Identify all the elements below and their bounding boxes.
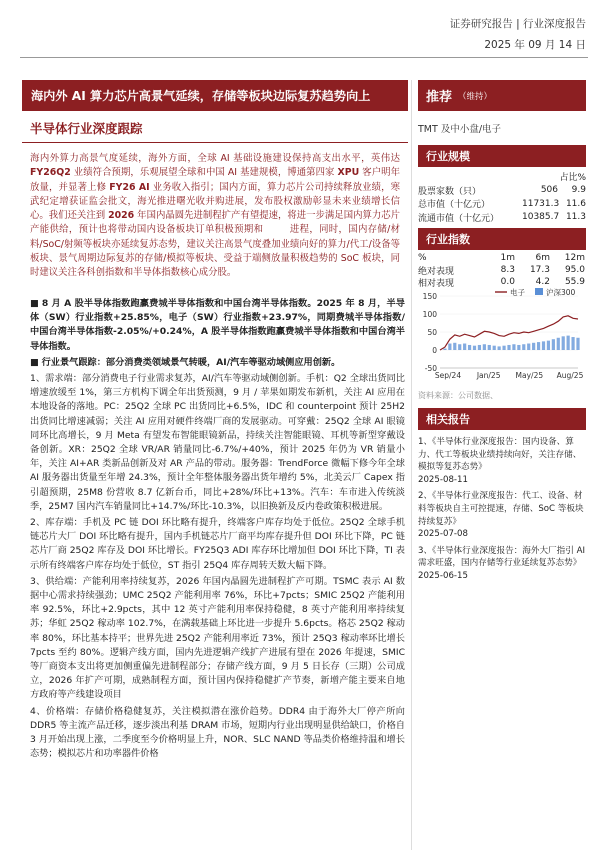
rating-bar: [418, 80, 586, 111]
y-tick-label: 150: [422, 292, 437, 301]
table-row: 相对表现 0.0 4.2 55.9: [418, 277, 585, 289]
x-tick-label: Jan/25: [476, 371, 501, 380]
index-header-row: % 1m 6m 12m: [418, 253, 585, 263]
report-date: 2025 年 09 月 14 日: [484, 39, 586, 51]
reports-section-title: 相关报告: [418, 408, 586, 430]
related-reports: [418, 430, 586, 587]
x-tick-label: May/25: [515, 371, 544, 380]
table-row: 绝对表现 8.3 17.3 95.0: [418, 265, 585, 277]
header-divider: [20, 57, 588, 58]
legend-label: 沪深300: [546, 288, 576, 297]
list-item: 1、《半导体行业深度报告：国内设备、算力、代工等板块业绩持续向好，关注存储、模拟等复苏态势》 2025-08-11: [418, 437, 582, 485]
main-body: [30, 297, 405, 764]
sector-label: TMT 及中小盘/电子: [418, 124, 502, 135]
index-chart: [418, 286, 586, 390]
para-inventory: 2、库存端：手机及 PC 链 DOI 环比略有提升，终端客户库存均处于低位。25Q2 全球手机链芯片大厂 DOI 环比略有提升，国内手机链芯片厂商平均库存提升但 DOI 环比下降，PC 链芯片厂商 25Q2 库存及 DOI 环比增长。FY25Q3 ADI 库存环比增加但 DOI 环比下降，TI 表示所有终端客户库存均处于低位，ST 指引 25Q4 库存周转天数大幅下降。: [30, 517, 405, 571]
index-chart-svg: [418, 286, 586, 386]
summary-paragraph: 海内外算力高景气度延续，海外方面，全球 AI 基础设施建设保持高支出水平，英伟达 FY26Q2 业绩符合预期，乐观展望全球和中国 AI 基建规模，博通第四家 XPU 客户明年放量，并显著上修 FY26 AI 业务收入指引；国内方面，算力芯片公司持续释放业绩，寒武纪定增获证监会批文，海光推进曙光收并购进展，发布股权激励彰显未来业绩增长信心。我们还关注到 2026 年国内晶圆先进制程扩产有望提速，将进一步满足国内算力芯片产能供给，预计也将带动国内设备板块订单积极预期和 进程，同时，国内存储/材料/SoC/射频等板块亦延续复苏态势，建议关注高景气度叠加业绩向好的算力/代工/设备等板块、景气周期边际复苏的存储/模拟等板块、受益于端侧放量积极趋势的 SoC 板块，同时建议关注各科创指数和半导体指数核心成分股。: [30, 153, 401, 279]
column-divider: [411, 80, 412, 850]
y-tick-label: 50: [427, 328, 437, 337]
report-subtitle: 半导体行业深度跟踪: [30, 121, 143, 136]
para-supply: 3、供给端：产能利用率持续复苏，2026 年国内晶圆先进制程扩产可期。TSMC 表示 AI 数据中心需求持续强劲；UMC 25Q2 产能利用率 76%，环比+7pcts；SMIC 25Q2 产能利用率 92.5%，环比+2.9pcts，其中 12 英寸产能利用率保持稳健，8 英寸产能利用率持续复苏；华虹 25Q2 稼动率 102.7%，在满载基础上环比进一步提升 5.6pcts。格芯 25Q2 稼动率 80%，环比基本持平；世界先进 25Q2 产能利用率近 73%，预计 25Q3 稼动率环比增长 7pcts 至约 80%。逻辑产线方面，国内先进逻辑产线扩产进展有望在 2026 年提速，SMIC 等厂商资本支出将更加侧重偏先进制程部分；存储产线方面，9 月 5 日长存（三期）公司成立，2026 年扩产可期，成熟制程方面，预计国内保持稳健扩产节奏，新增产能主要来自地方政府等产线建设项目: [30, 575, 405, 701]
bullet-industry-tracking: ■ 行业景气跟踪：部分消费类领域景气转暖，AI/汽车等驱动域侧应用创新。: [30, 356, 341, 368]
table-row: 总市值（十亿元） 11731.3 11.6: [418, 198, 586, 211]
subtitle-divider: [22, 142, 408, 143]
table-row: 股票家数（只） 506 9.9: [418, 185, 586, 197]
report-title: 海内外 AI 算力芯片高景气延续，存储等板块边际复苏趋势向上: [22, 80, 408, 111]
index-table: [418, 252, 586, 288]
x-tick-label: Sep/24: [434, 371, 462, 380]
x-tick-label: Aug/25: [556, 371, 584, 380]
rating-note: （维持）: [458, 91, 493, 102]
report-category: 证券研究报告 | 行业深度报告: [449, 18, 586, 30]
para-demand: 1、需求端：部分消费电子行业需求复苏，AI/汽车等驱动域侧创新。手机：Q2 全球出货同比增速放缓至 1%，第三方机构下调全年出货预测，9 月 / 苹果如期发布新机，关注 AI 应用在本地设备的落地。PC：25Q2 全球 PC 出货同比+6.5%，IDC 和 counterpoint 预计 25H2 出货同比增速减弱；关注 AI 应用对硬件终端厂商的发展驱动。可穿戴：25Q2 全球 AI 眼镜同环比高增长，9 月 Meta 有望发布智能眼镜新品，持续关注智能眼镜、耳机等新型穿戴设备创新。XR：25Q2 全球 VR/AR 销量同比-6.7%/+40%，预计 2025 年仍为 VR 销量小年，关注 AI+AR 类新品创新及对 AR 产品的带动。服务器：TrendForce 微幅下修今年全球 AI 服务器出货量至年增 24.3%，预计全年整体服务器出货年增约 5%，北美云厂 Capex 指引超预期，25M8 份营收 8.7 亿新台币，同比+28%/环比+13%。汽车：车市进入传统淡季，25M7 国内汽车销量同比+14.7%/环比-10.3%，以旧换新及反内卷政策积极进展。: [30, 373, 405, 512]
scale-table: [418, 170, 586, 224]
bullet-index-performance: ■ 8 月 A 股半导体指数跑赢费城半导体指数和中国台湾半导体指数。2025 年 8 月，半导体（SW）行业指数+25.85%，电子（SW）行业指数+23.97%，同期费城半导体指数/中国台湾半导体指数-2.05%/+0.24%，A 股半导体指数跑赢费城半导体指数和中国台湾半导体指数。: [30, 298, 405, 352]
legend-label: 电子: [510, 288, 525, 297]
y-tick-label: -50: [424, 364, 437, 373]
rating-label: 推荐: [426, 90, 453, 105]
y-tick-label: 100: [422, 310, 437, 319]
legend-swatch: [535, 288, 543, 295]
list-item: 3、《半导体行业深度报告：海外大厂指引 AI 需求旺盛，国内存储等行业延续复苏态势》 2025-06-15: [418, 545, 586, 581]
list-item: 2、《半导体行业深度报告：代工、设备、材料等板块自主可控提速，存储、SoC 等板块持续复苏》 2025-07-08: [418, 491, 584, 540]
y-tick-label: 0: [432, 346, 437, 355]
chart-source: 资料来源：公司数据、: [418, 391, 498, 400]
report-header: [450, 16, 586, 52]
table-row: 流通市值（十亿元） 10385.7 11.3: [418, 212, 586, 224]
scale-header-row: 占比%: [559, 173, 586, 184]
index-section-title: 行业指数: [418, 228, 586, 250]
scale-section-title: 行业规模: [418, 145, 586, 167]
para-price: 4、价格端：存储价格稳健复苏，关注模拟潜在涨价趋势。DDR4 由于海外大厂停产所向 DDR5 等主流产品迁移，逐步淡出利基 DRAM 市场，短期内行业出现明显供给缺口，价格自 3 月开始出现上涨，二季度至今价格明显上升，NOR、SLC NAND 等品类价格维持温和增长态势；模拟芯片和功率器件价格: [30, 705, 405, 760]
